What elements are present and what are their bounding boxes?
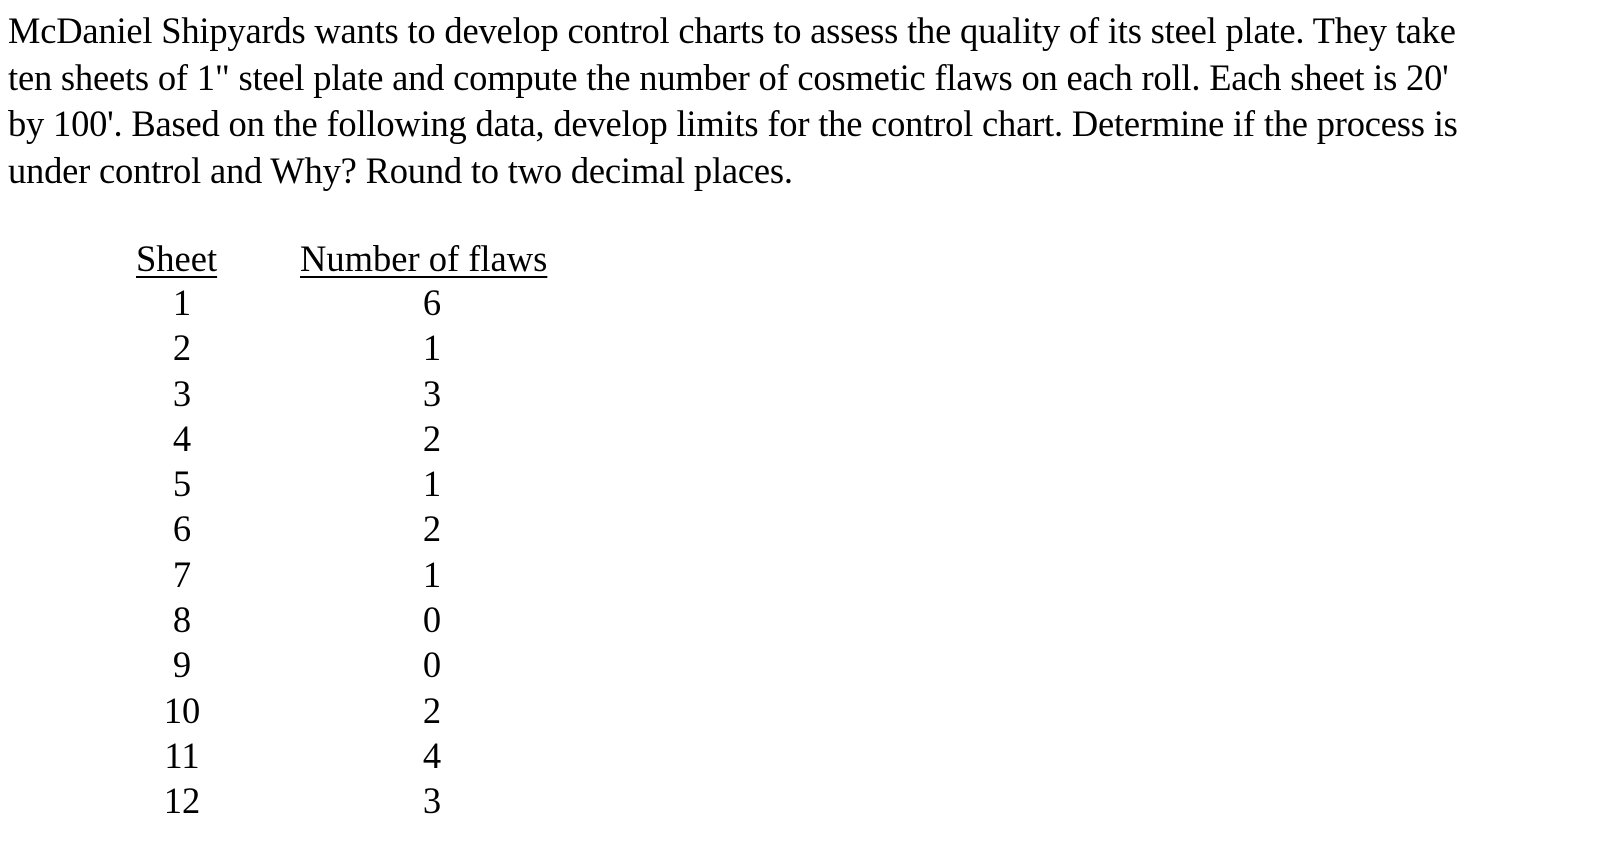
flaws-cell: 3 (422, 372, 442, 414)
sheet-cell: 5 (172, 463, 192, 505)
sheet-column (136, 238, 228, 824)
flaws-cell: 1 (422, 553, 442, 595)
sheet-cell: 8 (172, 599, 192, 641)
flaws-column-header: Number of flaws (300, 238, 548, 279)
sheet-cell: 9 (172, 644, 192, 686)
flaws-cell: 2 (422, 689, 442, 731)
flaws-cell: 1 (422, 463, 442, 505)
sheet-cell: 11 (164, 734, 200, 776)
sheet-cell: 7 (172, 553, 192, 595)
flaws-cell: 1 (422, 327, 442, 369)
flaws-cell: 4 (422, 734, 442, 776)
sheet-column-header: Sheet (136, 238, 218, 279)
flaws-cell: 0 (422, 644, 442, 686)
problem-line: McDaniel Shipyards wants to develop control charts to assess the quality of its steel plate. They take (8, 10, 1456, 51)
flaws-column (300, 238, 564, 824)
problem-line: by 100'. Based on the following data, develop limits for the control chart. Determine if the process is (8, 103, 1458, 144)
flaws-cell: 3 (422, 780, 442, 822)
problem-line: under control and Why? Round to two decimal places. (8, 149, 793, 191)
flaws-cell: 6 (422, 282, 442, 323)
sheet-cell: 4 (172, 417, 192, 459)
flaws-cell: 2 (422, 417, 442, 459)
sheet-cell: 1 (172, 282, 192, 323)
problem-statement (8, 8, 1588, 194)
sheet-cell: 2 (172, 327, 192, 369)
sheet-cell: 3 (172, 372, 192, 414)
sheet-cell: 12 (163, 780, 201, 822)
flaws-cell: 2 (422, 508, 442, 550)
problem-line: ten sheets of 1" steel plate and compute the number of cosmetic flaws on each roll. Each sheet is 20' (8, 56, 1449, 98)
flaws-cell: 0 (422, 599, 442, 641)
sheet-cell: 6 (172, 508, 192, 550)
sheet-cell: 10 (163, 689, 201, 731)
